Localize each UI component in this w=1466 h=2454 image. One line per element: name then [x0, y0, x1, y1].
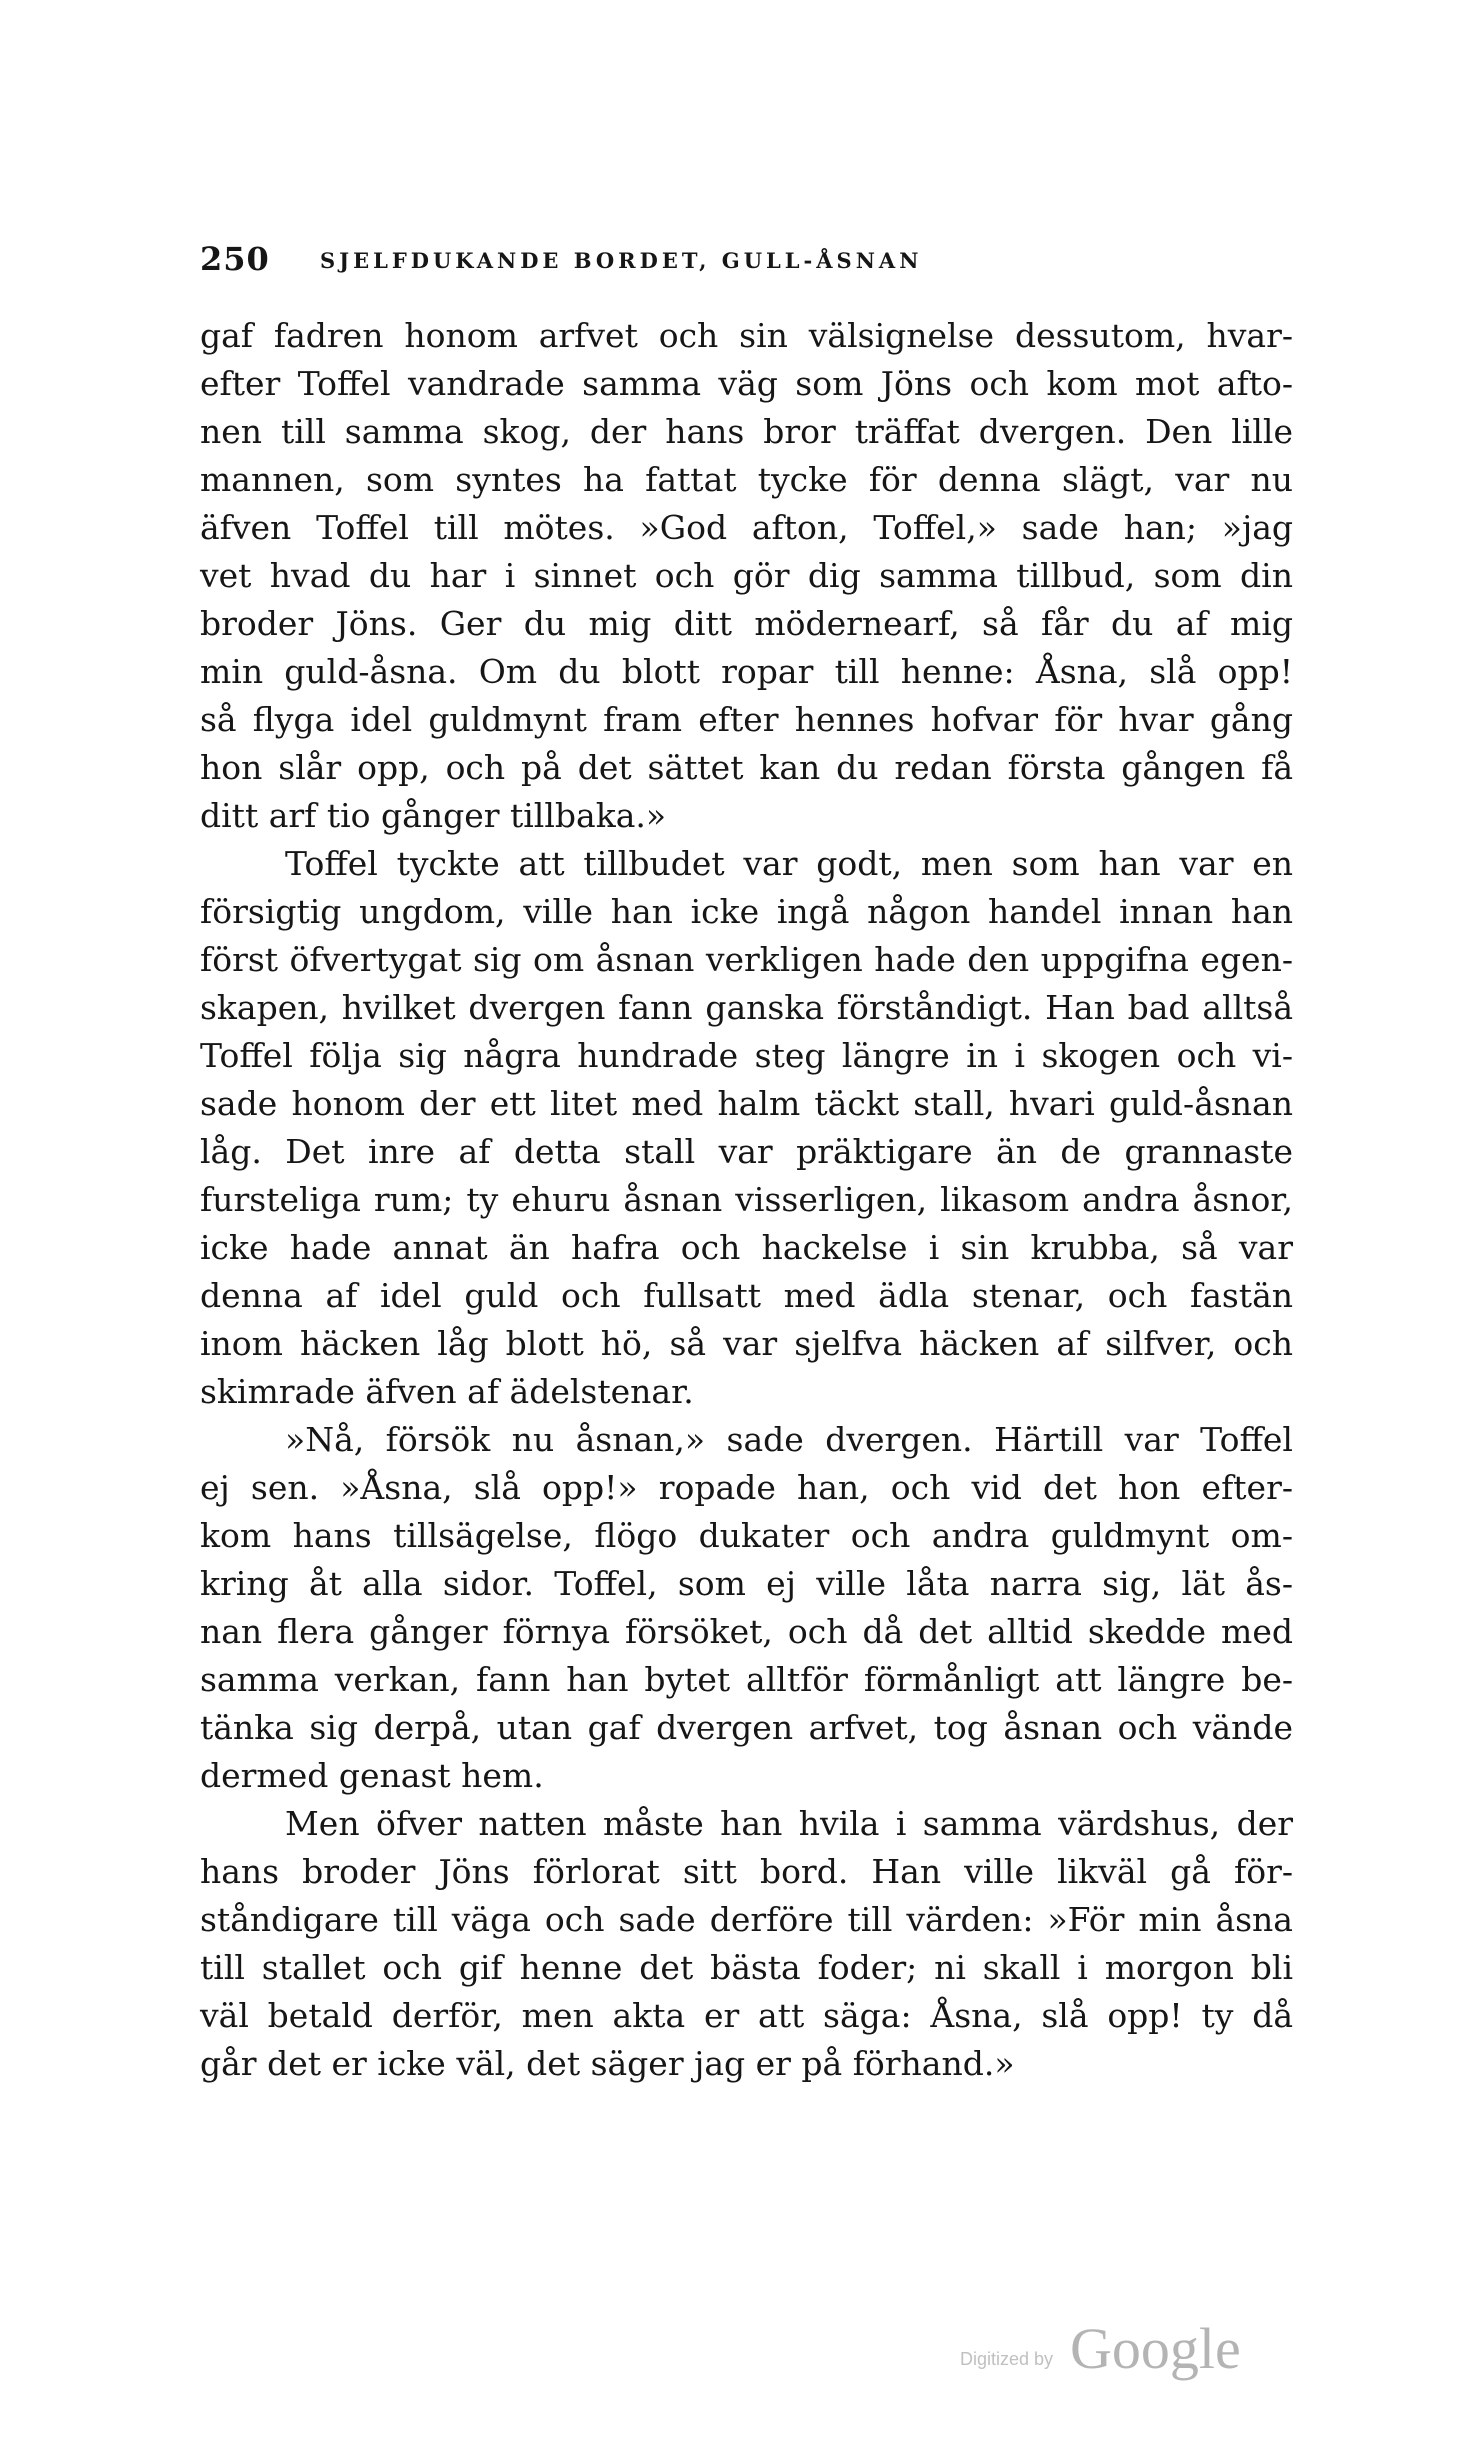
page-header: [200, 240, 1070, 290]
watermark-caption: Digitized by: [960, 2349, 1054, 2369]
text-line: så flyga idel guldmynt fram efter hennes hofvar för hvar gång: [200, 700, 1293, 739]
paragraph: [200, 840, 1293, 1416]
paragraph: [200, 312, 1293, 840]
text-line: denna af idel guld och fullsatt med ädla stenar, och fastän: [200, 1276, 1293, 1315]
text-line: låg. Det inre af detta stall var präktigare än de grannaste: [200, 1132, 1293, 1171]
text-line: nan flera gånger förnya försöket, och då det alltid skedde med: [200, 1612, 1293, 1651]
text-line: sade honom der ett litet med halm täckt stall, hvari guld-åsnan: [200, 1084, 1293, 1123]
text-line: till stallet och gif henne det bästa foder; ni skall i morgon bli: [200, 1948, 1293, 1987]
text-line: skimrade äfven af ädelstenar.: [200, 1372, 694, 1411]
text-line: äfven Toffel till mötes. »God afton, Toffel,» sade han; »jag: [200, 508, 1293, 547]
page-number: 250: [200, 240, 270, 278]
text-line: »Nå, försök nu åsnan,» sade dvergen. Härtill var Toffel: [285, 1420, 1293, 1459]
google-logo: Google: [1070, 2316, 1241, 2381]
text-line: kom hans tillsägelse, flögo dukater och andra guldmynt om-: [200, 1516, 1293, 1555]
text-line: kring åt alla sidor. Toffel, som ej ville låta narra sig, lät ås-: [200, 1564, 1293, 1603]
text-line: hans broder Jöns förlorat sitt bord. Han ville likväl gå för-: [200, 1852, 1293, 1891]
text-line: dermed genast hem.: [200, 1756, 544, 1795]
text-line: tänka sig derpå, utan gaf dvergen arfvet, tog åsnan och vände: [200, 1708, 1293, 1747]
text-line: först öfvertygat sig om åsnan verkligen hade den uppgifna egen-: [200, 940, 1293, 979]
text-line: Toffel tyckte att tillbudet var godt, men som han var en: [285, 844, 1293, 883]
digitized-by-google-watermark: [960, 2315, 1290, 2385]
text-line: vet hvad du har i sinnet och gör dig samma tillbud, som din: [200, 556, 1293, 595]
paragraph: [200, 1800, 1293, 2088]
text-line: min guld-åsna. Om du blott ropar till henne: Åsna, slå opp!: [200, 652, 1293, 691]
text-line: inom häcken låg blott hö, så var sjelfva häcken af silfver, och: [200, 1324, 1293, 1363]
text-line: skapen, hvilket dvergen fann ganska förståndigt. Han bad alltså: [200, 988, 1293, 1027]
text-line: fursteliga rum; ty ehuru åsnan visserligen, likasom andra åsnor,: [200, 1180, 1293, 1219]
text-line: Men öfver natten måste han hvila i samma värdshus, der: [285, 1804, 1293, 1843]
text-line: ståndigare till väga och sade derföre till värden: »För min åsna: [200, 1900, 1293, 1939]
text-line: ej sen. »Åsna, slå opp!» ropade han, och vid det hon efter-: [200, 1468, 1293, 1507]
text-line: hon slår opp, och på det sättet kan du redan första gången få: [200, 748, 1293, 787]
paragraph: [200, 1416, 1293, 1800]
text-line: broder Jöns. Ger du mig ditt mödernearf, så får du af mig: [200, 604, 1293, 643]
text-line: går det er icke väl, det säger jag er på förhand.»: [200, 2044, 1015, 2083]
body-text: [200, 312, 1293, 2088]
running-head: SJELFDUKANDE BORDET, GULL-ÅSNAN: [320, 248, 923, 273]
text-line: ditt arf tio gånger tillbaka.»: [200, 796, 667, 835]
text-line: mannen, som syntes ha fattat tycke för denna slägt, var nu: [200, 460, 1293, 499]
text-line: icke hade annat än hafra och hackelse i sin krubba, så var: [200, 1228, 1293, 1267]
text-line: nen till samma skog, der hans bror träffat dvergen. Den lille: [200, 412, 1293, 451]
text-line: försigtig ungdom, ville han icke ingå någon handel innan han: [200, 892, 1293, 931]
text-line: efter Toffel vandrade samma väg som Jöns och kom mot afto-: [200, 364, 1293, 403]
text-line: Toffel följa sig några hundrade steg längre in i skogen och vi-: [200, 1036, 1293, 1075]
text-line: väl betald derför, men akta er att säga: Åsna, slå opp! ty då: [200, 1996, 1293, 2035]
text-line: samma verkan, fann han bytet alltför förmånligt att längre be-: [200, 1660, 1293, 1699]
text-line: gaf fadren honom arfvet och sin välsignelse dessutom, hvar-: [200, 316, 1293, 355]
